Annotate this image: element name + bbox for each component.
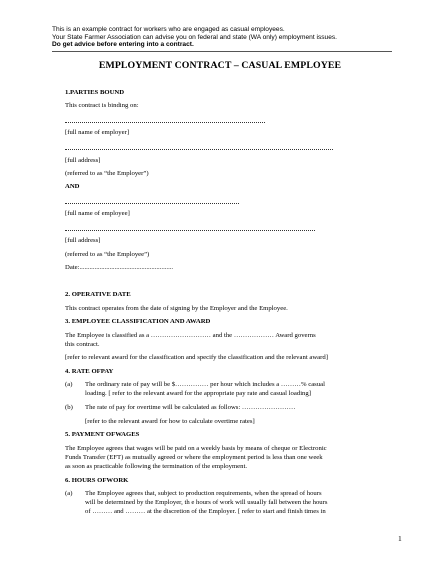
wages-line-3: as soon as practicable following the termination of the employment. [65,463,247,470]
employer-address-blank [65,149,333,150]
notice-divider [52,51,392,52]
binding-text: This contract is binding on: [65,102,139,109]
section-2-heading: 2. OPERATIVE DATE [65,291,131,298]
hours-a-line-2: will be determined by the Employer, th e hours of work will usually fall between the hours [85,499,328,506]
rate-a-line-1: The ordinary rate of pay will be $…………… per hour which includes a ………% casual [85,381,325,388]
item-b-label: (b) [65,404,73,411]
operative-date-text: This contract operates from the date of signing by the Employer and the Employee. [65,305,288,312]
notice-line-1: This is an example contract for workers who are engaged as casual employees. [52,26,285,33]
section-4-heading: 4. RATE OFPAY [65,368,114,375]
document-title: EMPLOYMENT CONTRACT – CASUAL EMPLOYEE [98,60,342,71]
advisory-notice [52,26,412,49]
rate-b-line-1: The rate of pay for overtime will be calculated as follows: …………………… [85,404,296,411]
section-3-heading: 3. EMPLOYEE CLASSIFICATION AND AWARD [65,318,211,325]
classification-line-2: this contract. [65,341,100,348]
item-a-label: (a) [65,490,73,497]
rate-b-line-2: [refer to the relevant award for how to calculate overtime rates] [85,418,255,425]
date-line: Date:........................................................ [65,264,174,271]
employer-name-blank [65,122,265,123]
employee-name-blank [65,203,239,204]
item-a-label: (a) [65,381,73,388]
and-label: AND [65,183,80,190]
notice-line-3: Do get advice before entering into a contract. [52,41,194,49]
section-5-heading: 5. PAYMENT OFWAGES [65,431,140,438]
section-1-heading: 1.PARTIES BOUND [65,89,125,96]
employee-address-placeholder: [full address] [65,237,101,244]
employee-address-blank [65,230,315,231]
hours-a-line-1: The Employee agrees that, subject to production requirements, when the spread of hours [85,490,322,497]
employer-address-placeholder: [full address] [65,157,101,164]
page-number: 1 [398,534,402,543]
employee-name-placeholder: [full name of employee] [65,210,130,217]
employer-reference: (referred to as “the Employer”) [65,170,149,177]
employee-reference: (referred to as “the Employee”) [65,251,150,258]
notice-line-2: Your State Farmer Association can advise you on federal and state (WA only) employment issues. [52,33,338,41]
employer-name-placeholder: [full name of employer] [65,129,130,136]
wages-line-1: The Employee agrees that wages will be paid on a weekly basis by means of cheque or Electronic [65,445,327,452]
classification-line-1: The Employee is classified as a ……………………… and the ……………… Award governs [65,332,316,339]
wages-line-2: Funds Transfer (EFT) as mutually agreed or where the employment period is less than one week [65,454,323,461]
rate-a-line-2: loading. [ refer to the relevant award for the appropriate pay rate and casual loading] [85,390,311,397]
section-6-heading: 6. HOURS OFWORK [65,477,129,484]
hours-a-line-3: of ……… and ……… at the discretion of the Employer. [ refer to start and finish times in [85,508,326,515]
classification-line-3: [refer to relevant award for the classification and specify the classification and the relevant award] [65,354,328,361]
